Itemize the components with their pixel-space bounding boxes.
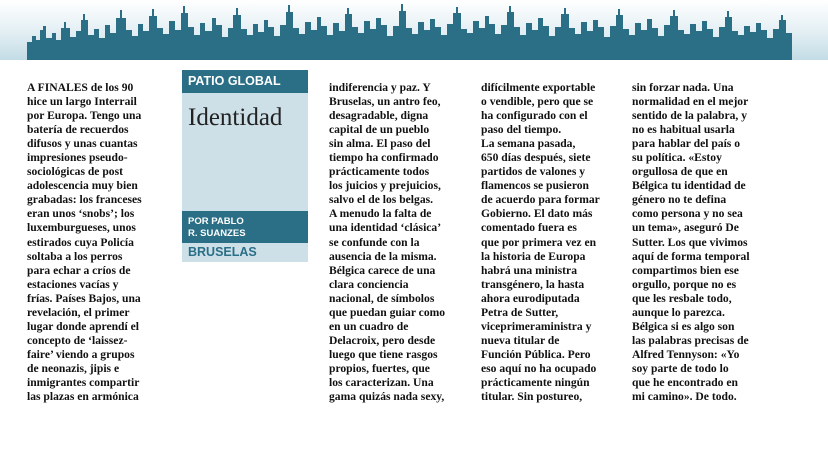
section-label: PATIO GLOBAL	[182, 70, 308, 93]
city-skyline-banner	[0, 0, 828, 60]
article-column-3: difícilmente exportable o vendible, pero que se ha configurado con el paso del tiempo. La semana pasada, 650 días después, siete partidos de valones y flamencos se pusieron de acuerdo para formar Gobierno. El dato más comentado fuera es que por primera vez en la historia de Europa habrá una ministra transgénero, la hasta ahora eurodiputada Petra de Sutter, viceprimeraministra y nueva titular de Función Pública. Pero eso aquí no ha ocupado prácticamente ningún titular. Sin postureo,	[481, 81, 600, 404]
article-title: Identidad	[182, 93, 308, 211]
section-header-box	[182, 70, 308, 262]
dateline-city: BRUSELAS	[182, 243, 308, 262]
article-column-1: A FINALES de los 90 hice un largo Interrail por Europa. Tengo una batería de recuerdos difusos y unas cuantas impresiones pseudo- sociológicas de post adolescencia muy bien grabadas: los franceses eran unos ‘snobs’; los luxemburgueses, unos estirados cuya Policía soltaba a los perros para echar a críos de estaciones vacías y frías. Países Bajos, una revelación, el primer lugar donde aprendí el concepto de ‘laissez- faire’ viendo a grupos de neonazis, jipis e inmigrantes compartir las plazas en armónica	[27, 81, 142, 404]
article-column-2: indiferencia y paz. Y Bruselas, un antro feo, desagradable, digna capital de un pueblo sin alma. El paso del tiempo ha confirmado prácticamente todos los juicios y prejuicios, salvo el de los belgas. A menudo la falta de una identidad ‘clásica’ se confunde con la ausencia de la misma. Bélgica carece de una clara conciencia nacional, de símbolos que puedan guiar como en un cuadro de Delacroix, pero desde luego que tiene rasgos propios, fuertes, que los caracterizan. Una gama quizás nada sexy,	[329, 81, 446, 404]
article-column-4: sin forzar nada. Una normalidad en el mejor sentido de la palabra, y no es habitual usarla para hablar del país o su política. «Estoy orgullosa de que en Bélgica tu identidad de género no te defina como persona y no sea un tema», aseguró De Sutter. Los que vivimos aquí de forma temporal compartimos bien ese orgullo, porque no es que les resbale todo, aunque lo parezca. Bélgica si es algo son las palabras precisas de Alfred Tennyson: «Yo soy parte de todo lo que he encontrado en mi camino». De todo.	[632, 81, 750, 404]
author-byline: POR PABLO R. SUANZES	[182, 211, 308, 243]
